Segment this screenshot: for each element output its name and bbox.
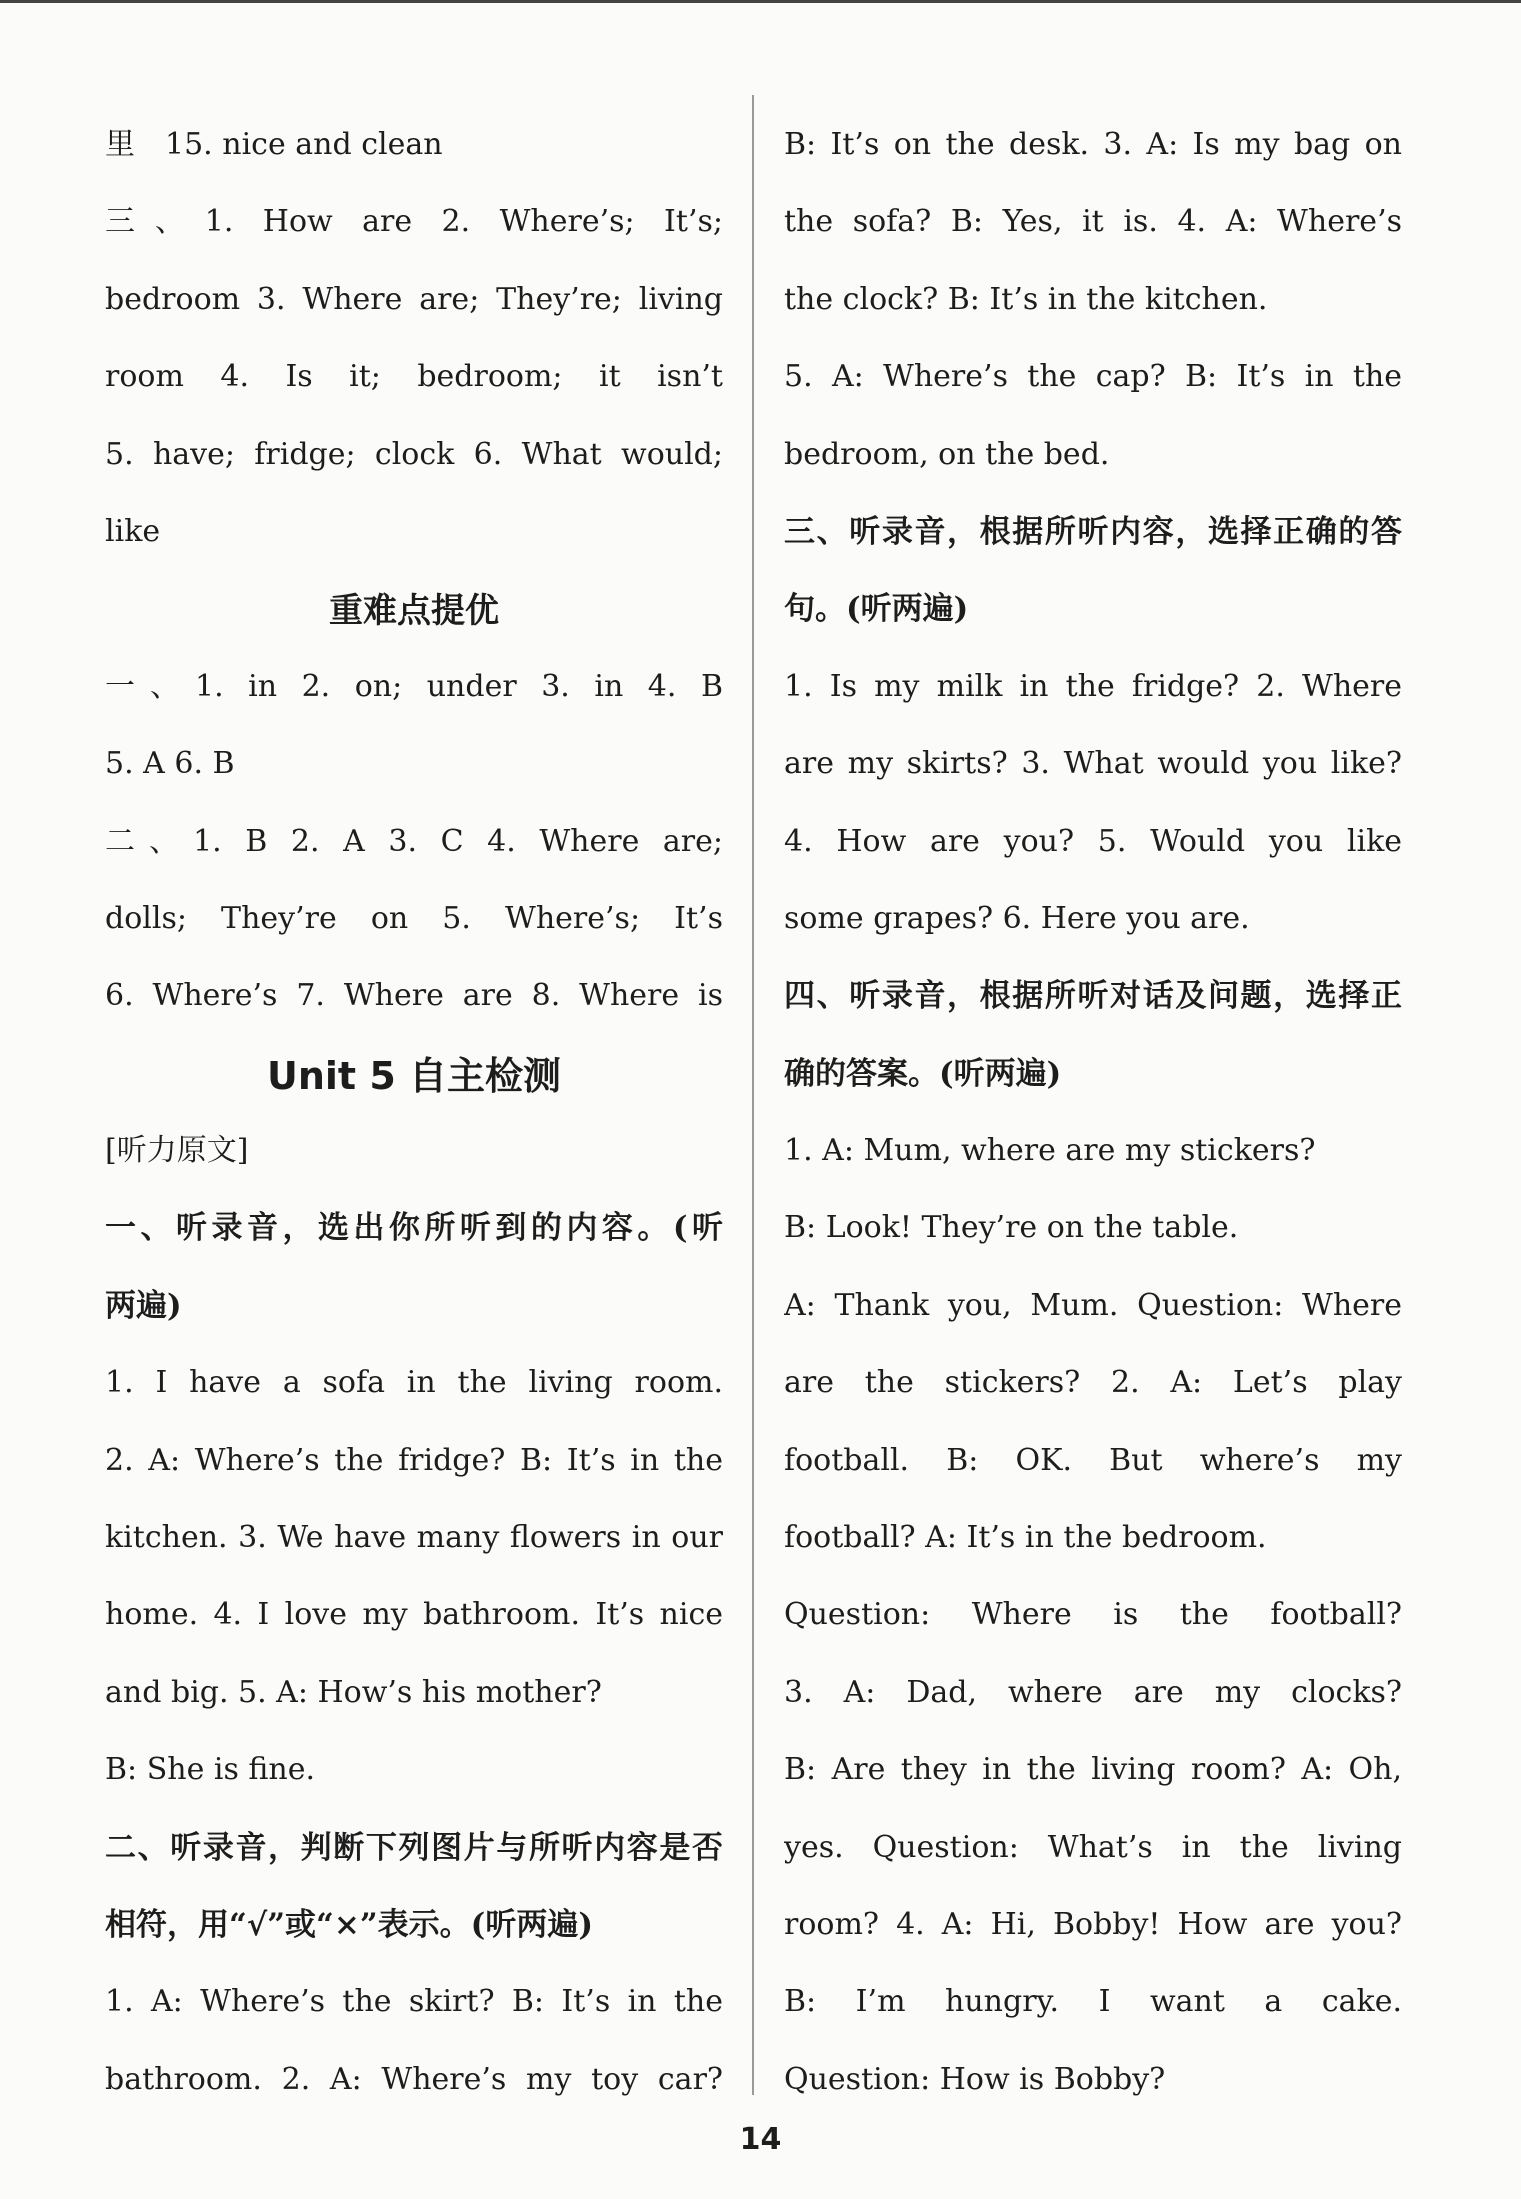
text-line: 三、听录音，根据所听内容，选择正确的答 (784, 513, 1402, 550)
text-line: 确的答案。(听两遍) (784, 1055, 1062, 1092)
text-line: the clock? B: It’s in the kitchen. (784, 281, 1268, 317)
text-line: are the stickers? 2. A: Let’s play (784, 1365, 1402, 1401)
text-line: 三、1. How are 2. Where’s; It’s; (105, 204, 723, 240)
text-line: A: Thank you, Mum. Question: Where (784, 1287, 1402, 1323)
right-column (784, 112, 1402, 2124)
text-line: 3. A: Dad, where are my clocks? (784, 1674, 1402, 1710)
text-line: B: She is fine. (105, 1752, 315, 1788)
top-border (0, 0, 1521, 3)
text-line: 两遍) (105, 1287, 182, 1324)
text-line: 里 15. nice and clean (105, 127, 443, 162)
text-line: football? A: It’s in the bedroom. (784, 1520, 1267, 1556)
text-line: 重难点提优 (329, 591, 499, 632)
text-line: 四、听录音，根据所听对话及问题，选择正 (784, 978, 1402, 1015)
text-line: 一、听录音，选出你所听到的内容。(听 (105, 1210, 723, 1247)
column-divider (752, 95, 754, 2095)
text-line: Question: Where is the football? (784, 1597, 1402, 1633)
text-line: Question: How is Bobby? (784, 2061, 1166, 2097)
text-line: 5. A 6. B (105, 746, 235, 782)
text-line: 4. How are you? 5. Would you like (784, 823, 1402, 859)
text-line: 二、听录音，判断下列图片与所听内容是否 (105, 1829, 723, 1866)
text-line: yes. Question: What’s in the living (784, 1829, 1402, 1865)
text-line: some grapes? 6. Here you are. (784, 900, 1250, 936)
text-line: 5. A: Where’s the cap? B: It’s in the (784, 359, 1402, 395)
text-line: bedroom, on the bed. (784, 436, 1110, 472)
text-line: dolls; They’re on 5. Where’s; It’s (105, 900, 723, 936)
text-line: bathroom. 2. A: Where’s my toy car? (105, 2061, 723, 2097)
left-column (105, 112, 723, 2124)
text-line: Unit 5 自主检测 (267, 1053, 561, 1098)
text-line: [听力原文] (105, 1133, 249, 1169)
text-line: 1. I have a sofa in the living room. (105, 1365, 723, 1401)
text-line: 相符，用“√”或“×”表示。(听两遍) (105, 1906, 594, 1943)
text-line: bedroom 3. Where are; They’re; living (105, 281, 723, 317)
text-line: 5. have; fridge; clock 6. What would; (105, 436, 723, 472)
text-line: are my skirts? 3. What would you like? (784, 746, 1402, 782)
text-line: B: Are they in the living room? A: Oh, (784, 1752, 1402, 1788)
text-line: kitchen. 3. We have many flowers in our (105, 1520, 723, 1556)
text-line: room 4. Is it; bedroom; it isn’t (105, 359, 723, 395)
page-number: 14 (739, 2122, 782, 2157)
text-line: football. B: OK. But where’s my (784, 1442, 1402, 1478)
text-line: like (105, 513, 161, 549)
text-line: 1. A: Where’s the skirt? B: It’s in the (105, 1984, 723, 2020)
text-line: B: I’m hungry. I want a cake. (784, 1984, 1402, 2020)
text-line: home. 4. I love my bathroom. It’s nice (105, 1597, 723, 1633)
text-line: B: It’s on the desk. 3. A: Is my bag on (784, 127, 1402, 162)
text-line: 句。(听两遍) (784, 591, 969, 628)
text-line: the sofa? B: Yes, it is. 4. A: Where’s (784, 204, 1402, 240)
text-line: and big. 5. A: How’s his mother? (105, 1674, 602, 1710)
text-line: 1. Is my milk in the fridge? 2. Where (784, 668, 1402, 704)
text-line: B: Look! They’re on the table. (784, 1210, 1239, 1246)
text-line: 一、1. in 2. on; under 3. in 4. B (105, 668, 723, 704)
text-line: 二、1. B 2. A 3. C 4. Where are; (105, 823, 723, 859)
text-line: 1. A: Mum, where are my stickers? (784, 1133, 1316, 1169)
text-line: room? 4. A: Hi, Bobby! How are you? (784, 1906, 1402, 1942)
text-line: 6. Where’s 7. Where are 8. Where is (105, 978, 723, 1014)
text-line: 2. A: Where’s the fridge? B: It’s in the (105, 1442, 723, 1478)
